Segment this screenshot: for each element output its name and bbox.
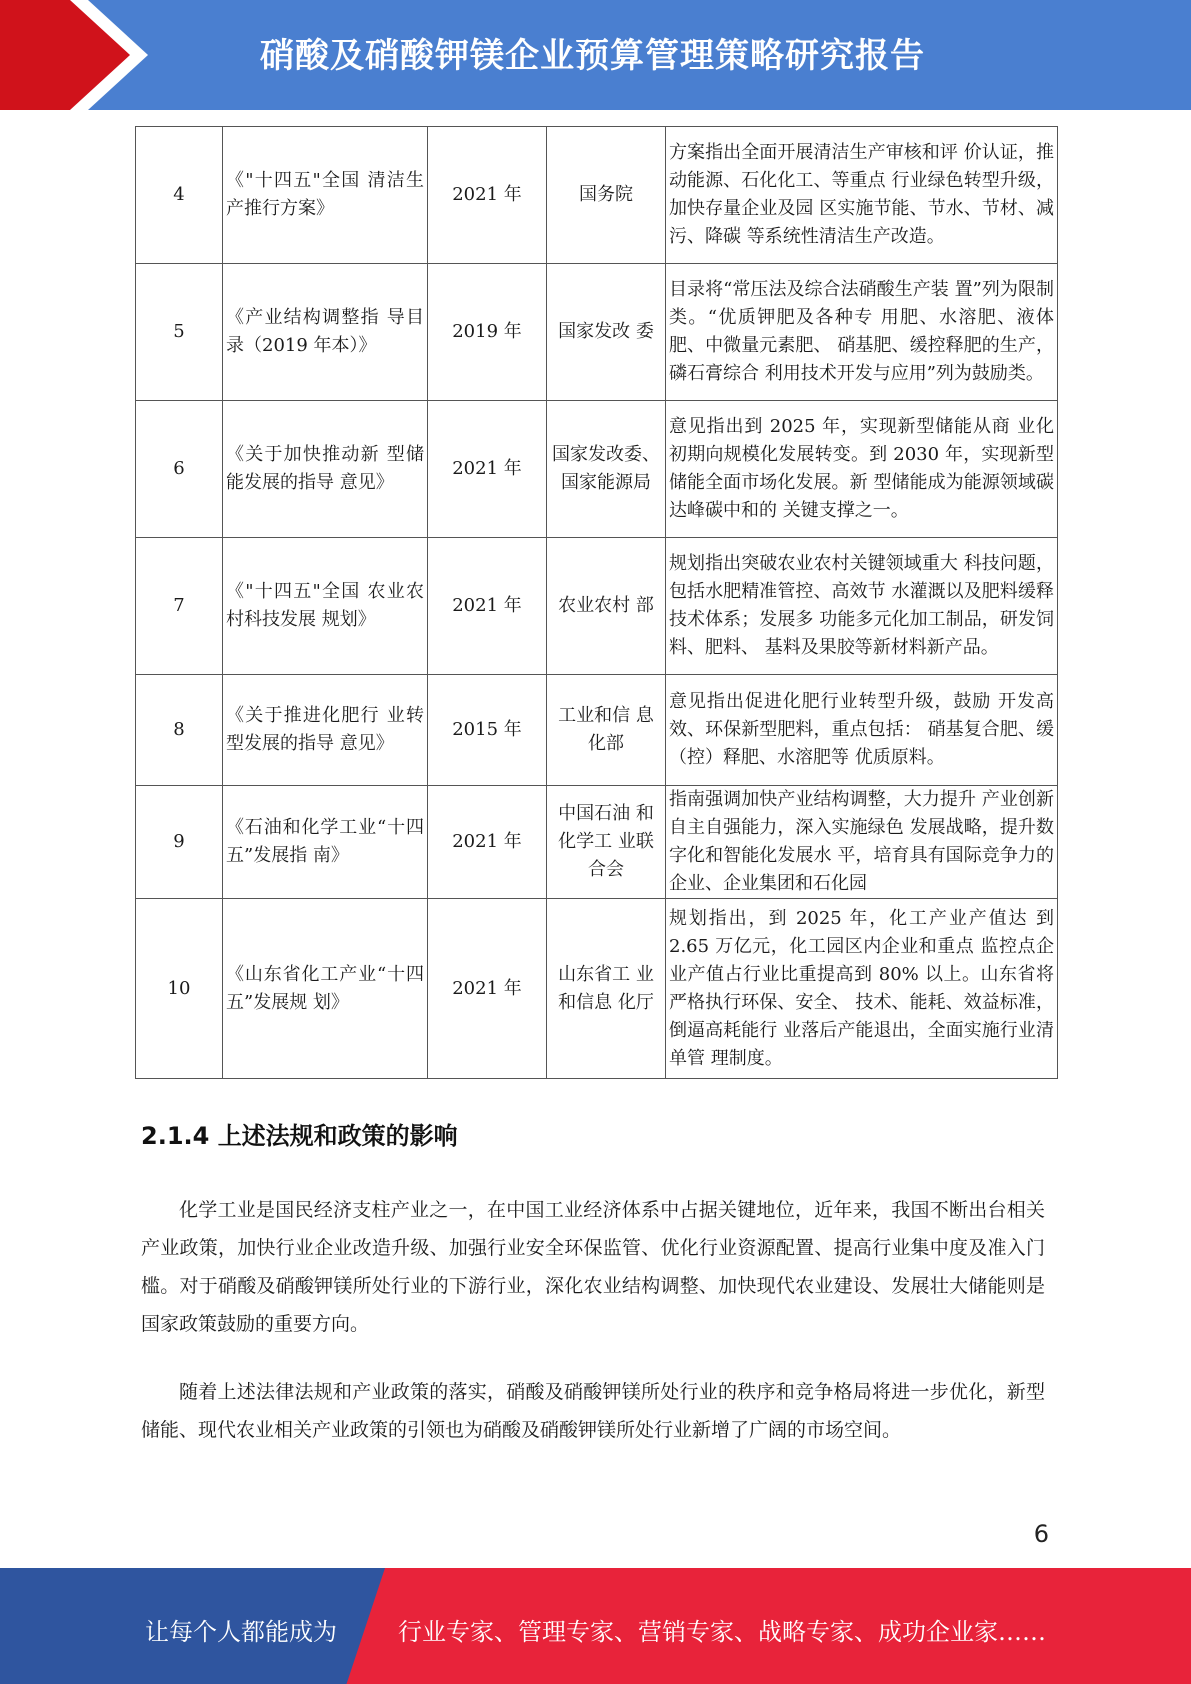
policy-year: 2021 年 — [428, 127, 547, 264]
table-row — [136, 127, 1058, 264]
row-number: 5 — [136, 264, 223, 401]
policy-year: 2019 年 — [428, 264, 547, 401]
issuing-org: 工业和信 息化部 — [547, 675, 666, 786]
policy-year: 2021 年 — [428, 899, 547, 1079]
issuing-org: 国务院 — [547, 127, 666, 264]
row-number: 7 — [136, 538, 223, 675]
issuing-org: 国家发改 委 — [547, 264, 666, 401]
policy-description: 意见指出促进化肥行业转型升级，鼓励 开发高效、环保新型肥料，重点包括： 硝基复合肥、缓（控）释肥、水溶肥等 优质原料。 — [666, 675, 1058, 786]
row-number: 10 — [136, 899, 223, 1079]
policy-year: 2015 年 — [428, 675, 547, 786]
policy-year: 2021 年 — [428, 786, 547, 899]
body-paragraph: 化学工业是国民经济支柱产业之一，在中国工业经济体系中占据关键地位，近年来，我国不断出台相关产业政策，加快行业企业改造升级、加强行业安全环保监管、优化行业资源配置、提高行业集中度及准入门槛。对于硝酸及硝酸钾镁所处行业的下游行业，深化农业结构调整、加快现代农业建设、发展壮大储能则是国家政策鼓励的重要方向。 — [141, 1199, 1045, 1335]
policy-name: 《石油和化学工业“十四五”发展指 南》 — [223, 786, 428, 899]
table-row — [136, 264, 1058, 401]
body-paragraph: 随着上述法律法规和产业政策的落实，硝酸及硝酸钾镁所处行业的秩序和竞争格局将进一步优化，新型储能、现代农业相关产业政策的引领也为硝酸及硝酸钾镁所处行业新增了广阔的市场空间。 — [141, 1381, 1045, 1441]
policy-name: 《"十四五"全国 清洁生产推行方案》 — [223, 127, 428, 264]
section-heading: 2.1.4 上述法规和政策的影响 — [141, 1122, 458, 1150]
row-number: 8 — [136, 675, 223, 786]
table-row — [136, 899, 1058, 1079]
header-title: 硝酸及硝酸钾镁企业预算管理策略研究报告 — [260, 36, 925, 76]
policy-name: 《关于推进化肥行 业转型发展的指导 意见》 — [223, 675, 428, 786]
footer-slogan-right: 行业专家、管理专家、营销专家、战略专家、成功企业家…… — [398, 1618, 1046, 1646]
policy-name: 《产业结构调整指 导目录（2019 年本）》 — [223, 264, 428, 401]
policy-description: 指南强调加快产业结构调整，大力提升 产业创新自主自强能力，深入实施绿色 发展战略，提升数字化和智能化发展水 平，培育具有国际竞争力的企业、企业集团和石化园 — [666, 786, 1058, 899]
policy-description: 规划指出突破农业农村关键领域重大 科技问题，包括水肥精准管控、高效节 水灌溉以及肥料缓释技术体系；发展多 功能多元化加工制品，研发饲料、肥料、 基料及果胶等新材料新产品。 — [666, 538, 1058, 675]
row-number: 9 — [136, 786, 223, 899]
issuing-org: 山东省工 业和信息 化厅 — [547, 899, 666, 1079]
header-arrow-graphic — [0, 0, 150, 110]
policy-name: 《关于加快推动新 型储能发展的指导 意见》 — [223, 401, 428, 538]
policy-description: 规划指出，到 2025 年，化工产业产值达 到 2.65 万亿元，化工园区内企业和重点 监控点企业产值占行业比重提高到 80% 以上。山东省将严格执行环保、安全、 技术、能耗、效益标准，倒逼高耗能行 业落后产能退出，全面实施行业清单管 理制度。 — [666, 899, 1058, 1079]
policy-description: 方案指出全面开展清洁生产审核和评 价认证，推动能源、石化化工、等重点 行业绿色转型升级，加快存量企业及园 区实施节能、节水、节材、减污、降碳 等系统性清洁生产改造。 — [666, 127, 1058, 264]
table-row — [136, 401, 1058, 538]
page-number: 6 — [1033, 1520, 1049, 1548]
row-number: 4 — [136, 127, 223, 264]
policy-table — [135, 126, 1058, 1079]
table-row — [136, 786, 1058, 899]
footer-slogan-left: 让每个人都能成为 — [145, 1618, 337, 1646]
policy-description: 意见指出到 2025 年，实现新型储能从商 业化初期向规模化发展转变。到 2030 年，实现新型储能全面市场化发展。新 型储能成为能源领域碳达峰碳中和的 关键支撑之一。 — [666, 401, 1058, 538]
page-footer — [0, 1568, 1191, 1684]
policy-year: 2021 年 — [428, 401, 547, 538]
page-header — [0, 0, 1191, 110]
policy-name: 《山东省化工产业“十四五”发展规 划》 — [223, 899, 428, 1079]
policy-name: 《"十四五"全国 农业农村科技发展 规划》 — [223, 538, 428, 675]
policy-description: 目录将“常压法及综合法硝酸生产装 置”列为限制类。“优质钾肥及各种专 用肥、水溶肥、液体肥、中微量元素肥、 硝基肥、缓控释肥的生产，磷石膏综合 利用技术开发与应用”列为鼓励类。 — [666, 264, 1058, 401]
issuing-org: 国家发改委、国家能源局 — [547, 401, 666, 538]
table-row — [136, 538, 1058, 675]
issuing-org: 农业农村 部 — [547, 538, 666, 675]
table-row — [136, 675, 1058, 786]
policy-year: 2021 年 — [428, 538, 547, 675]
row-number: 6 — [136, 401, 223, 538]
issuing-org: 中国石油 和化学工 业联合会 — [547, 786, 666, 899]
